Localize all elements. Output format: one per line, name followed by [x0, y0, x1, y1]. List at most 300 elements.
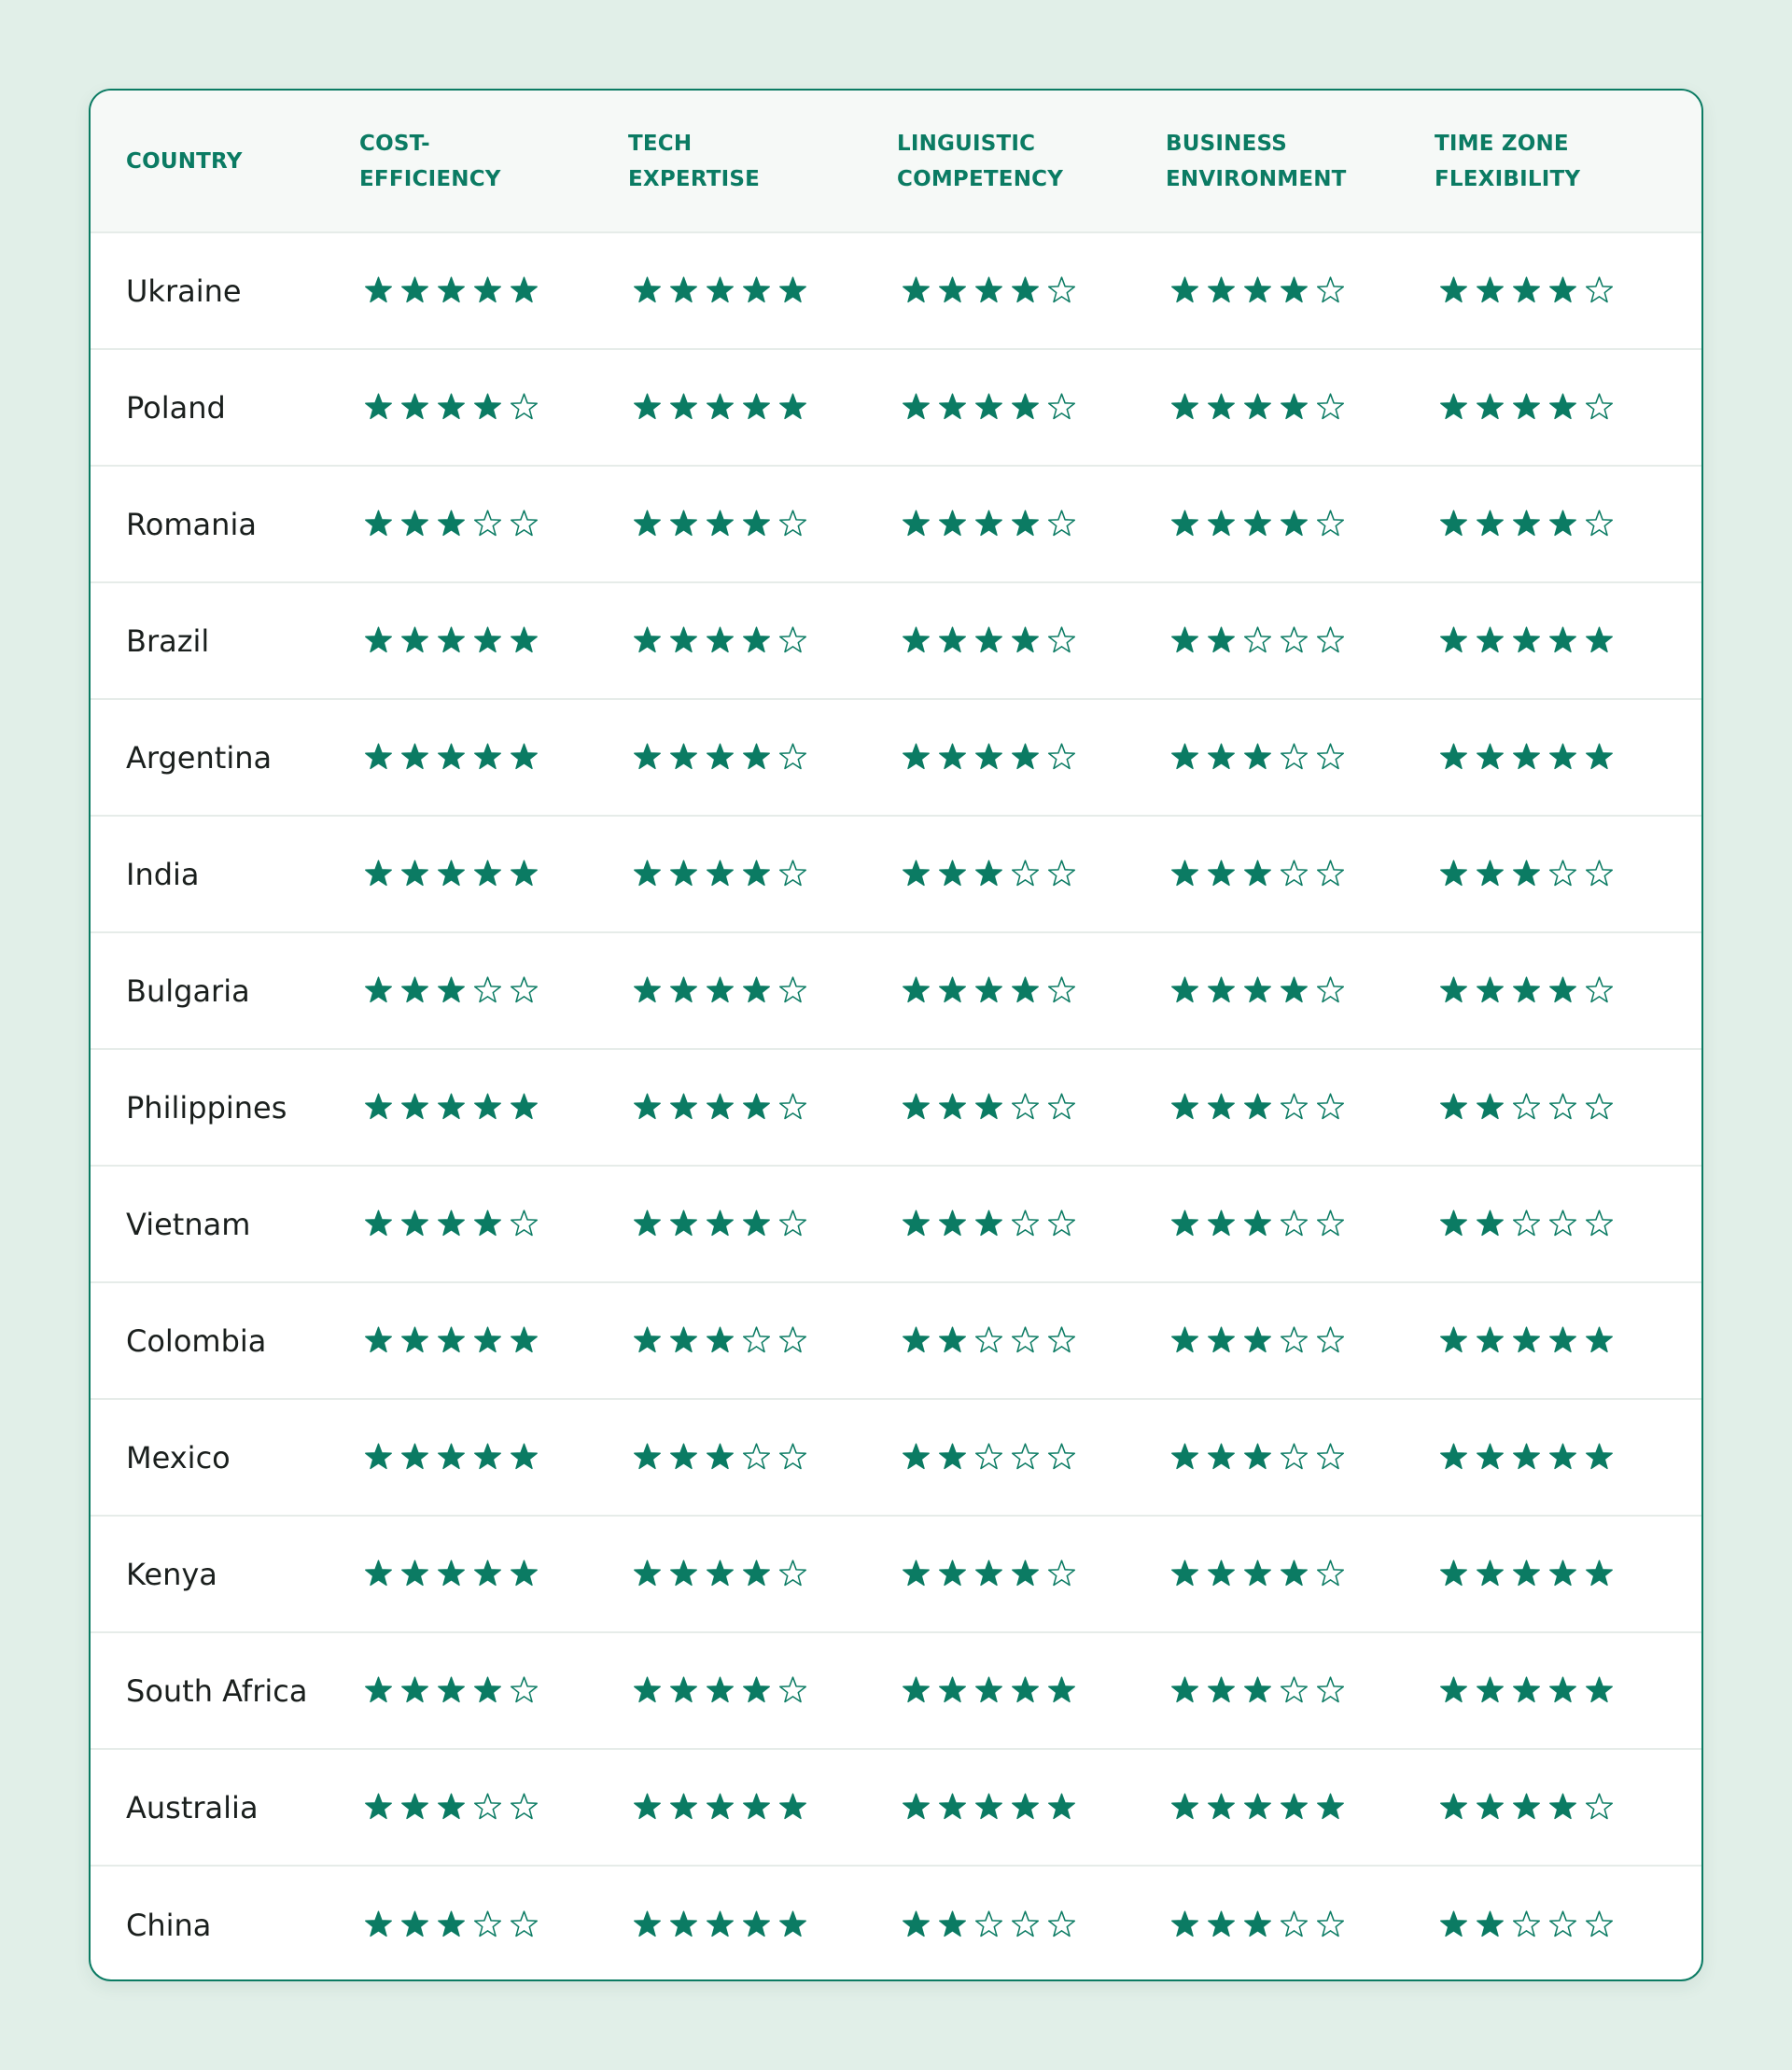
star-filled-icon	[668, 1325, 699, 1356]
star-filled-icon	[973, 1209, 1004, 1239]
star-filled-icon	[1242, 392, 1273, 423]
star-filled-icon	[1475, 1792, 1505, 1823]
star-filled-icon	[1438, 625, 1469, 656]
star-empty-icon	[1315, 1559, 1346, 1589]
country-name: Brazil	[126, 622, 210, 659]
star-filled-icon	[668, 1442, 699, 1473]
star-filled-icon	[937, 625, 968, 656]
star-empty-icon	[1046, 1559, 1077, 1589]
star-filled-icon	[937, 1092, 968, 1123]
star-empty-icon	[1010, 1092, 1041, 1123]
star-filled-icon	[436, 1209, 467, 1239]
star-filled-icon	[1169, 1209, 1200, 1239]
star-empty-icon	[777, 1675, 808, 1706]
star-empty-icon	[1315, 625, 1346, 656]
star-empty-icon	[509, 1209, 539, 1239]
star-rating	[1435, 275, 1703, 306]
star-rating	[1166, 1792, 1435, 1823]
star-filled-icon	[1547, 975, 1578, 1006]
star-filled-icon	[472, 742, 503, 773]
star-filled-icon	[1169, 975, 1200, 1006]
star-filled-icon	[1511, 1325, 1542, 1356]
star-empty-icon	[777, 859, 808, 889]
country-name: Romania	[126, 506, 257, 542]
star-empty-icon	[1547, 1092, 1578, 1123]
star-rating	[1166, 1909, 1435, 1940]
star-empty-icon	[509, 1792, 539, 1823]
star-filled-icon	[363, 1675, 394, 1706]
star-filled-icon	[472, 275, 503, 306]
star-filled-icon	[363, 275, 394, 306]
star-empty-icon	[1046, 1909, 1077, 1940]
star-filled-icon	[1511, 859, 1542, 889]
star-empty-icon	[509, 1909, 539, 1940]
star-rating	[1435, 1209, 1703, 1239]
star-rating	[897, 859, 1166, 889]
star-filled-icon	[973, 1792, 1004, 1823]
star-filled-icon	[901, 975, 931, 1006]
star-filled-icon	[741, 859, 772, 889]
star-filled-icon	[937, 1442, 968, 1473]
star-filled-icon	[973, 975, 1004, 1006]
star-filled-icon	[1169, 1325, 1200, 1356]
star-filled-icon	[973, 742, 1004, 773]
star-filled-icon	[1010, 275, 1041, 306]
star-filled-icon	[1242, 1792, 1273, 1823]
star-filled-icon	[472, 1675, 503, 1706]
star-filled-icon	[1206, 509, 1237, 539]
star-rating	[897, 1442, 1166, 1473]
star-filled-icon	[901, 1092, 931, 1123]
star-filled-icon	[668, 975, 699, 1006]
star-filled-icon	[1206, 742, 1237, 773]
star-empty-icon	[1315, 975, 1346, 1006]
star-filled-icon	[705, 1442, 735, 1473]
country-name: Philippines	[126, 1089, 287, 1126]
star-filled-icon	[901, 1442, 931, 1473]
star-empty-icon	[472, 975, 503, 1006]
star-filled-icon	[937, 1792, 968, 1823]
star-empty-icon	[1547, 1909, 1578, 1940]
star-filled-icon	[901, 742, 931, 773]
star-filled-icon	[1169, 625, 1200, 656]
star-rating	[359, 975, 628, 1006]
star-filled-icon	[632, 975, 663, 1006]
star-filled-icon	[1010, 1559, 1041, 1589]
star-filled-icon	[1547, 1325, 1578, 1356]
star-rating	[628, 625, 897, 656]
star-rating	[1435, 742, 1703, 773]
country-name: Australia	[126, 1789, 259, 1825]
star-filled-icon	[1438, 859, 1469, 889]
star-filled-icon	[436, 975, 467, 1006]
star-empty-icon	[777, 509, 808, 539]
star-filled-icon	[1206, 1209, 1237, 1239]
star-filled-icon	[363, 392, 394, 423]
star-filled-icon	[399, 275, 430, 306]
star-filled-icon	[363, 625, 394, 656]
star-filled-icon	[1511, 1559, 1542, 1589]
star-filled-icon	[1547, 392, 1578, 423]
star-filled-icon	[1010, 625, 1041, 656]
star-filled-icon	[668, 275, 699, 306]
star-empty-icon	[472, 1909, 503, 1940]
star-filled-icon	[1169, 1792, 1200, 1823]
table-row	[91, 1400, 1701, 1517]
star-filled-icon	[777, 1909, 808, 1940]
star-empty-icon	[777, 1559, 808, 1589]
country-name: Poland	[126, 389, 226, 426]
star-filled-icon	[1169, 509, 1200, 539]
star-filled-icon	[901, 392, 931, 423]
star-filled-icon	[632, 509, 663, 539]
star-empty-icon	[1046, 975, 1077, 1006]
star-rating	[359, 1325, 628, 1356]
star-empty-icon	[777, 975, 808, 1006]
country-name: Argentina	[126, 739, 273, 776]
star-empty-icon	[472, 1792, 503, 1823]
star-empty-icon	[1315, 1909, 1346, 1940]
column-header-time-zone-flexibility: TIME ZONE FLEXIBILITY	[1435, 131, 1581, 191]
star-filled-icon	[901, 1209, 931, 1239]
table-row	[91, 1283, 1701, 1400]
table-row	[91, 233, 1701, 350]
star-filled-icon	[632, 1209, 663, 1239]
star-filled-icon	[1547, 275, 1578, 306]
star-empty-icon	[1584, 509, 1615, 539]
star-filled-icon	[1438, 742, 1469, 773]
star-rating	[359, 1209, 628, 1239]
star-filled-icon	[509, 742, 539, 773]
star-filled-icon	[399, 1209, 430, 1239]
star-empty-icon	[777, 1092, 808, 1123]
star-filled-icon	[777, 275, 808, 306]
star-filled-icon	[777, 392, 808, 423]
star-empty-icon	[1315, 1675, 1346, 1706]
star-filled-icon	[1206, 1092, 1237, 1123]
star-filled-icon	[1206, 1442, 1237, 1473]
star-filled-icon	[973, 392, 1004, 423]
star-filled-icon	[1438, 275, 1469, 306]
star-filled-icon	[901, 625, 931, 656]
star-filled-icon	[1475, 1909, 1505, 1940]
star-empty-icon	[1511, 1909, 1542, 1940]
star-empty-icon	[1315, 859, 1346, 889]
star-rating	[1435, 1675, 1703, 1706]
star-filled-icon	[668, 1792, 699, 1823]
star-filled-icon	[1169, 1092, 1200, 1123]
star-empty-icon	[1046, 1092, 1077, 1123]
star-filled-icon	[668, 392, 699, 423]
star-filled-icon	[472, 859, 503, 889]
star-empty-icon	[1279, 1442, 1309, 1473]
star-filled-icon	[1242, 1209, 1273, 1239]
star-filled-icon	[1511, 392, 1542, 423]
star-rating	[628, 1559, 897, 1589]
star-empty-icon	[1279, 1092, 1309, 1123]
star-empty-icon	[1315, 742, 1346, 773]
star-filled-icon	[1547, 509, 1578, 539]
star-rating	[1435, 392, 1703, 423]
star-empty-icon	[1511, 1209, 1542, 1239]
table-body	[91, 233, 1701, 1981]
star-filled-icon	[705, 1559, 735, 1589]
star-rating	[897, 742, 1166, 773]
star-empty-icon	[1584, 1209, 1615, 1239]
star-filled-icon	[1010, 392, 1041, 423]
star-filled-icon	[509, 1325, 539, 1356]
star-rating	[359, 625, 628, 656]
star-filled-icon	[741, 1675, 772, 1706]
star-filled-icon	[1279, 1792, 1309, 1823]
star-rating	[1166, 275, 1435, 306]
star-filled-icon	[363, 742, 394, 773]
star-rating	[1166, 1442, 1435, 1473]
star-filled-icon	[472, 1325, 503, 1356]
star-filled-icon	[1584, 625, 1615, 656]
star-filled-icon	[937, 1209, 968, 1239]
table-row	[91, 933, 1701, 1050]
star-filled-icon	[1475, 1675, 1505, 1706]
star-filled-icon	[937, 1559, 968, 1589]
star-filled-icon	[436, 509, 467, 539]
star-rating	[359, 1092, 628, 1123]
star-filled-icon	[363, 1092, 394, 1123]
star-filled-icon	[901, 275, 931, 306]
star-rating	[359, 742, 628, 773]
star-filled-icon	[363, 1442, 394, 1473]
star-filled-icon	[1010, 1792, 1041, 1823]
star-filled-icon	[705, 859, 735, 889]
star-filled-icon	[741, 975, 772, 1006]
star-filled-icon	[1511, 509, 1542, 539]
star-empty-icon	[1046, 625, 1077, 656]
star-empty-icon	[1584, 859, 1615, 889]
star-filled-icon	[741, 1559, 772, 1589]
star-empty-icon	[1046, 1442, 1077, 1473]
star-filled-icon	[741, 1092, 772, 1123]
star-filled-icon	[973, 625, 1004, 656]
star-empty-icon	[1279, 1325, 1309, 1356]
star-filled-icon	[1279, 392, 1309, 423]
star-filled-icon	[1475, 1092, 1505, 1123]
star-filled-icon	[1511, 1442, 1542, 1473]
star-filled-icon	[1475, 392, 1505, 423]
star-filled-icon	[937, 742, 968, 773]
star-empty-icon	[1315, 392, 1346, 423]
star-filled-icon	[705, 625, 735, 656]
star-rating	[628, 1092, 897, 1123]
table-row	[91, 1633, 1701, 1750]
star-filled-icon	[399, 1675, 430, 1706]
star-filled-icon	[901, 509, 931, 539]
star-rating	[628, 975, 897, 1006]
star-filled-icon	[741, 742, 772, 773]
star-filled-icon	[705, 392, 735, 423]
star-rating	[897, 392, 1166, 423]
star-filled-icon	[973, 1675, 1004, 1706]
star-filled-icon	[1438, 1792, 1469, 1823]
star-empty-icon	[973, 1325, 1004, 1356]
star-filled-icon	[1242, 1675, 1273, 1706]
star-rating	[1166, 1092, 1435, 1123]
star-filled-icon	[668, 859, 699, 889]
star-filled-icon	[937, 1909, 968, 1940]
star-filled-icon	[1242, 742, 1273, 773]
star-rating	[359, 1909, 628, 1940]
star-empty-icon	[1046, 859, 1077, 889]
ratings-table	[89, 89, 1703, 1981]
star-filled-icon	[632, 1675, 663, 1706]
star-filled-icon	[399, 625, 430, 656]
star-rating	[897, 1675, 1166, 1706]
star-filled-icon	[937, 392, 968, 423]
star-rating	[628, 1325, 897, 1356]
star-filled-icon	[937, 859, 968, 889]
star-filled-icon	[1475, 1325, 1505, 1356]
star-filled-icon	[1547, 625, 1578, 656]
star-rating	[1435, 1325, 1703, 1356]
star-rating	[1166, 1325, 1435, 1356]
country-name: Kenya	[126, 1556, 217, 1592]
star-filled-icon	[1475, 625, 1505, 656]
star-filled-icon	[1206, 1675, 1237, 1706]
star-rating	[897, 1909, 1166, 1940]
star-filled-icon	[1547, 1442, 1578, 1473]
star-empty-icon	[1584, 392, 1615, 423]
star-filled-icon	[668, 1675, 699, 1706]
star-filled-icon	[1475, 1559, 1505, 1589]
star-filled-icon	[472, 1442, 503, 1473]
star-filled-icon	[1438, 1909, 1469, 1940]
star-empty-icon	[1315, 1325, 1346, 1356]
star-filled-icon	[472, 1559, 503, 1589]
star-filled-icon	[472, 392, 503, 423]
star-filled-icon	[1279, 975, 1309, 1006]
star-filled-icon	[705, 1675, 735, 1706]
star-empty-icon	[777, 1325, 808, 1356]
star-filled-icon	[973, 509, 1004, 539]
star-empty-icon	[1046, 392, 1077, 423]
star-filled-icon	[1206, 625, 1237, 656]
star-rating	[897, 1559, 1166, 1589]
star-filled-icon	[741, 1209, 772, 1239]
star-filled-icon	[705, 509, 735, 539]
star-filled-icon	[1206, 392, 1237, 423]
star-empty-icon	[1315, 275, 1346, 306]
star-filled-icon	[509, 1559, 539, 1589]
table-row	[91, 700, 1701, 817]
star-filled-icon	[741, 1909, 772, 1940]
star-filled-icon	[705, 1792, 735, 1823]
star-filled-icon	[1511, 1675, 1542, 1706]
star-filled-icon	[1169, 1675, 1200, 1706]
star-filled-icon	[1169, 859, 1200, 889]
star-rating	[1166, 392, 1435, 423]
star-filled-icon	[436, 1559, 467, 1589]
star-filled-icon	[632, 275, 663, 306]
star-empty-icon	[777, 1442, 808, 1473]
star-filled-icon	[1584, 1675, 1615, 1706]
star-filled-icon	[632, 1792, 663, 1823]
star-filled-icon	[973, 1559, 1004, 1589]
star-filled-icon	[632, 625, 663, 656]
star-empty-icon	[1279, 1209, 1309, 1239]
column-header-tech-expertise: TECH EXPERTISE	[628, 131, 761, 191]
star-filled-icon	[901, 1325, 931, 1356]
star-filled-icon	[937, 975, 968, 1006]
star-filled-icon	[472, 1209, 503, 1239]
country-name: South Africa	[126, 1672, 308, 1709]
star-rating	[1166, 1675, 1435, 1706]
star-filled-icon	[1279, 1559, 1309, 1589]
star-filled-icon	[1475, 859, 1505, 889]
star-rating	[628, 859, 897, 889]
star-rating	[1435, 859, 1703, 889]
country-name: India	[126, 856, 200, 892]
star-filled-icon	[901, 1909, 931, 1940]
star-filled-icon	[1475, 275, 1505, 306]
star-filled-icon	[436, 392, 467, 423]
column-header-linguistic-competency: LINGUISTIC COMPETENCY	[897, 131, 1064, 191]
star-empty-icon	[1279, 1675, 1309, 1706]
star-filled-icon	[1206, 1325, 1237, 1356]
star-empty-icon	[973, 1442, 1004, 1473]
star-filled-icon	[399, 975, 430, 1006]
star-filled-icon	[632, 742, 663, 773]
country-name: Colombia	[126, 1322, 267, 1359]
star-filled-icon	[973, 859, 1004, 889]
star-filled-icon	[1279, 509, 1309, 539]
star-filled-icon	[1010, 1675, 1041, 1706]
star-filled-icon	[436, 625, 467, 656]
star-rating	[359, 509, 628, 539]
star-filled-icon	[1438, 392, 1469, 423]
star-rating	[628, 1675, 897, 1706]
star-rating	[359, 1792, 628, 1823]
star-filled-icon	[1010, 509, 1041, 539]
star-rating	[897, 975, 1166, 1006]
star-filled-icon	[705, 1209, 735, 1239]
star-filled-icon	[1438, 975, 1469, 1006]
star-filled-icon	[632, 392, 663, 423]
star-empty-icon	[741, 1325, 772, 1356]
star-rating	[359, 859, 628, 889]
star-filled-icon	[1438, 509, 1469, 539]
star-filled-icon	[1438, 1559, 1469, 1589]
star-rating	[1435, 975, 1703, 1006]
star-filled-icon	[632, 1325, 663, 1356]
star-filled-icon	[1547, 1559, 1578, 1589]
star-filled-icon	[363, 1909, 394, 1940]
star-filled-icon	[668, 742, 699, 773]
star-filled-icon	[436, 859, 467, 889]
star-filled-icon	[436, 1792, 467, 1823]
country-name: Ukraine	[126, 273, 242, 309]
star-filled-icon	[1584, 1559, 1615, 1589]
country-name: Vietnam	[126, 1206, 251, 1242]
star-filled-icon	[1169, 275, 1200, 306]
star-empty-icon	[1010, 859, 1041, 889]
star-filled-icon	[901, 1675, 931, 1706]
star-filled-icon	[777, 1792, 808, 1823]
star-filled-icon	[1511, 975, 1542, 1006]
star-rating	[359, 392, 628, 423]
star-empty-icon	[1279, 625, 1309, 656]
star-filled-icon	[399, 1325, 430, 1356]
star-filled-icon	[741, 392, 772, 423]
star-empty-icon	[509, 1675, 539, 1706]
